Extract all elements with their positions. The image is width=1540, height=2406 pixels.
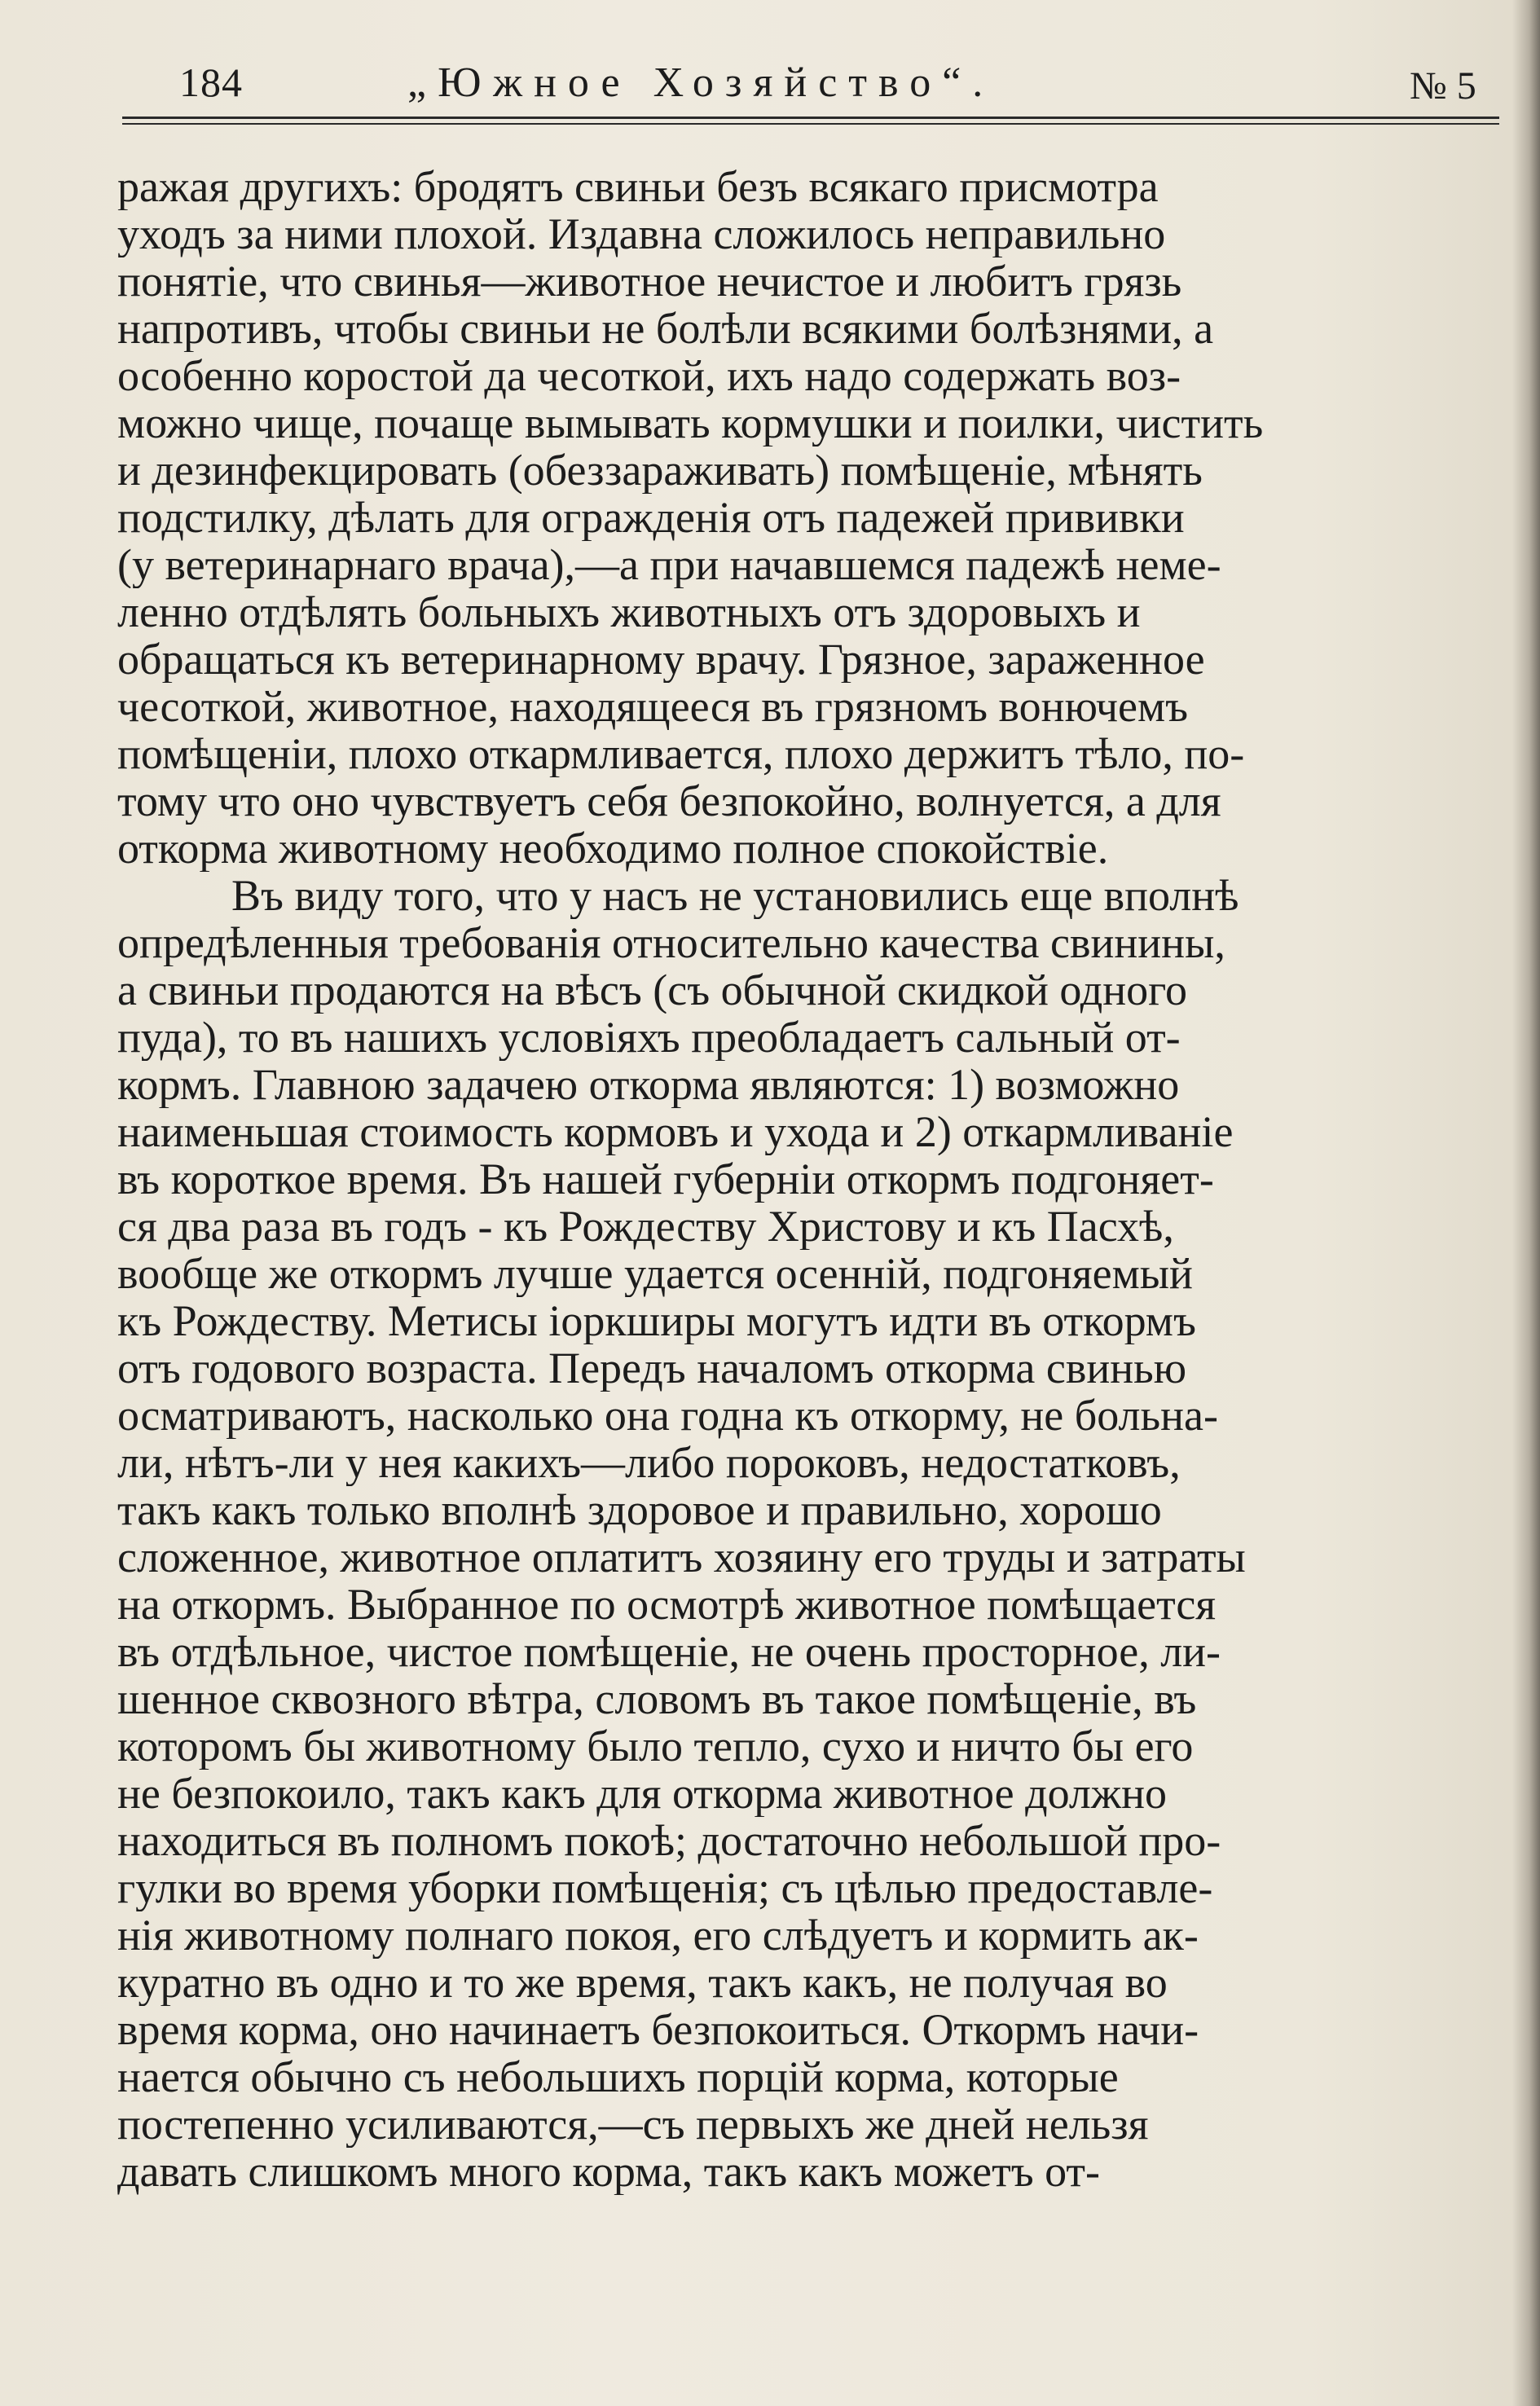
text-line: тому что оно чувствуетъ себя безпокойно, волнуется, а для <box>117 777 1221 825</box>
page-number: 184 <box>179 59 243 105</box>
text-line: ражая другихъ: бродятъ свиньи безъ всякаго присмотра <box>117 163 1159 210</box>
text-line: въ отдѣльное, чистое помѣщеніе, не очень просторное, ли- <box>117 1628 1221 1675</box>
header-rule-thin <box>122 123 1499 125</box>
text-line: можно чище, почаще вымывать кормушки и поилки, чистить <box>117 399 1264 446</box>
text-line: пуда), то въ нашихъ условіяхъ преобладаетъ сальный от- <box>117 1014 1181 1061</box>
text-line: нія животному полнаго покоя, его слѣдуетъ и кормить ак- <box>117 1911 1199 1959</box>
text-line: шенное сквозного вѣтра, словомъ въ такое помѣщеніе, въ <box>117 1675 1197 1722</box>
text-line: постепенно усиливаются,—съ первыхъ же дней нельзя <box>117 2100 1149 2148</box>
text-line: ленно отдѣлять больныхъ животныхъ отъ здоровыхъ и <box>117 588 1141 636</box>
text-line: Въ виду того, что у насъ не установились еще вполнѣ <box>231 872 1239 919</box>
text-line: уходъ за ними плохой. Издавна сложилось неправильно <box>117 210 1166 257</box>
text-line: не безпокоило, такъ какъ для откорма животное должно <box>117 1770 1168 1817</box>
paragraph-2 <box>117 872 1519 2195</box>
text-line: наименьшая стоимость кормовъ и ухода и 2) откармливаніе <box>117 1108 1234 1155</box>
text-line: ся два раза въ годъ - къ Рождеству Христову и къ Пасхѣ, <box>117 1203 1174 1250</box>
text-line: напротивъ, чтобы свиньи не болѣли всякими болѣзнями, а <box>117 305 1214 352</box>
text-line: обращаться къ ветеринарному врачу. Грязное, зараженное <box>117 636 1205 683</box>
text-line: находиться въ полномъ покоѣ; достаточно небольшой про- <box>117 1817 1221 1864</box>
text-line: куратно въ одно и то же время, такъ какъ, не получая во <box>117 1959 1168 2006</box>
text-line: осматриваютъ, насколько она годна къ откорму, не больна- <box>117 1392 1218 1439</box>
text-line: опредѣленныя требованія относительно качества свинины, <box>117 919 1225 966</box>
text-line: особенно коростой да чесоткой, ихъ надо содержать воз- <box>117 352 1181 399</box>
header-rule-thick <box>122 117 1499 119</box>
issue-number: № 5 <box>1410 64 1476 108</box>
text-line: понятіе, что свинья—животное нечистое и любитъ грязь <box>117 257 1182 305</box>
text-line: къ Рождеству. Метисы іоркширы могутъ идти въ откормъ <box>117 1297 1196 1344</box>
text-line: кормъ. Главною задачею откорма являются: 1) возможно <box>117 1061 1180 1108</box>
text-line: такъ какъ только вполнѣ здоровое и правильно, хорошо <box>117 1486 1162 1533</box>
text-line: ли, нѣтъ-ли у нея какихъ—либо пороковъ, недостатковъ, <box>117 1439 1181 1486</box>
text-line: вообще же откормъ лучше удается осенній, подгоняемый <box>117 1250 1193 1297</box>
text-line: въ короткое время. Въ нашей губерніи откормъ подгоняет- <box>117 1155 1214 1203</box>
text-line: и дезинфекцировать (обеззараживать) помѣщеніе, мѣнять <box>117 446 1203 494</box>
text-line: подстилку, дѣлать для огражденія отъ падежей прививки <box>117 494 1185 541</box>
text-line: на откормъ. Выбранное по осмотрѣ животное помѣщается <box>117 1581 1217 1628</box>
paragraph-1 <box>117 163 1519 872</box>
text-line: откорма животному необходимо полное спокойствіе. <box>117 825 1109 872</box>
text-line: давать слишкомъ много корма, такъ какъ можетъ от- <box>117 2148 1101 2195</box>
running-header <box>122 59 1507 116</box>
article-body <box>117 163 1519 2200</box>
text-line: помѣщеніи, плохо откармливается, плохо держитъ тѣло, по- <box>117 730 1245 777</box>
text-line: нается обычно съ небольшихъ порцій корма, которые <box>117 2053 1119 2100</box>
text-line: отъ годового возраста. Передъ началомъ откорма свинью <box>117 1344 1187 1392</box>
text-line: гулки во время уборки помѣщенія; съ цѣлью предоставле- <box>117 1864 1213 1911</box>
text-line: которомъ бы животному было тепло, сухо и ничто бы его <box>117 1722 1194 1770</box>
text-line: время корма, оно начинаетъ безпокоиться. Откормъ начи- <box>117 2006 1199 2053</box>
text-line: (у ветеринарнаго врача),—а при начавшемся падежѣ неме- <box>117 541 1221 588</box>
text-line: а свиньи продаются на вѣсъ (съ обычной скидкой одного <box>117 966 1187 1014</box>
text-line: сложенное, животное оплатитъ хозяину его труды и затраты <box>117 1533 1246 1581</box>
text-line: чесоткой, животное, находящееся въ грязномъ вонючемъ <box>117 683 1189 730</box>
journal-title: „Южное Хозяйство“. <box>407 59 995 106</box>
